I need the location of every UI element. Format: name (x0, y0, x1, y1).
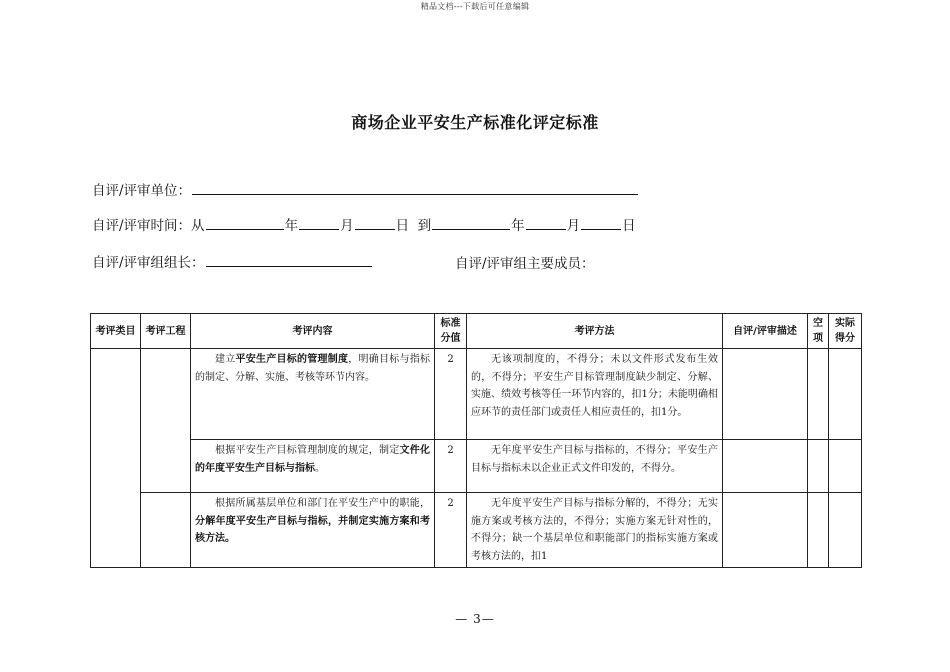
from-year-blank (206, 215, 284, 230)
blank-item-cell[interactable] (808, 349, 829, 440)
content-bold-text: 分解年度平安生产目标与指标，并制定实施方案和考核方法。 (195, 515, 430, 544)
to-day-blank (581, 215, 621, 230)
header-project: 考评工程 (141, 314, 191, 349)
actual-score-cell[interactable] (829, 493, 862, 568)
table-header-row (91, 314, 862, 349)
description-cell[interactable] (723, 440, 808, 493)
project-cell (141, 349, 191, 493)
unit-blank (192, 180, 638, 195)
method-cell: 无年度平安生产目标与指标的，不得分；平安生产目标与指标未以企业正式文件印发的，不得分。 (467, 440, 723, 493)
time-line (92, 215, 636, 235)
leader-blank (206, 252, 372, 267)
content-text: 根据平安生产目标管理制度的规定，制定 (215, 445, 400, 456)
header-category: 考评类目 (91, 314, 141, 349)
content-cell (191, 349, 435, 440)
content-text: ，明确目标与指标的制定、分解、实施、考核等环节内容。 (195, 354, 430, 383)
to-label: 到 (417, 218, 432, 234)
to-month-label: 月 (566, 218, 581, 234)
score-cell: 2 (435, 493, 467, 568)
header-description: 自评/评审描述 (723, 314, 808, 349)
content-text: 。 (315, 462, 325, 474)
page-number: — 3— (455, 612, 495, 626)
from-day-blank (355, 215, 395, 230)
header-method: 考评方法 (467, 314, 723, 349)
project-cell (141, 493, 191, 568)
to-month-blank (526, 215, 566, 230)
blank-item-cell[interactable] (808, 440, 829, 493)
score-cell: 2 (435, 440, 467, 493)
table-row (91, 440, 862, 493)
from-month-label: 月 (340, 218, 354, 234)
score-cell: 2 (435, 349, 467, 440)
header-actual-score: 实际得分 (829, 314, 862, 349)
content-bold-text: 文件化的年度平安生产目标与指标 (195, 445, 430, 474)
actual-score-cell[interactable] (829, 349, 862, 440)
page-header: 精品文档---下载后可任意编辑 (420, 2, 530, 11)
from-month-blank (299, 215, 339, 230)
description-cell[interactable] (723, 349, 808, 440)
to-year-blank (432, 215, 510, 230)
unit-label: 自评/评审单位： (92, 183, 192, 199)
content-cell (191, 440, 435, 493)
description-cell[interactable] (723, 493, 808, 568)
to-year-label: 年 (511, 218, 525, 234)
content-text: 建立 (215, 354, 236, 365)
leader-line (92, 252, 373, 272)
to-day-label: 日 (622, 218, 636, 234)
evaluation-table (90, 313, 862, 568)
method-cell: 无年度平安生产目标与指标分解的，不得分；无实施方案或考核方法的，不得分；实施方案无针对性的，不得分；缺一个基层单位和职能部门的指标实施方案或考核方法的，扣1 (467, 493, 723, 568)
content-text: 根据所属基层单位和部门在平安生产中的职能， (215, 498, 430, 509)
blank-item-cell[interactable] (808, 493, 829, 568)
document-title: 商场企业平安生产标准化评定标准 (351, 113, 599, 132)
table-row (91, 493, 862, 568)
members-label: 自评/评审组主要成员： (455, 256, 595, 272)
time-label: 自评/评审时间：从 (92, 218, 205, 234)
content-cell (191, 493, 435, 568)
from-day-label: 日 (395, 218, 410, 234)
header-score: 标准分值 (435, 314, 467, 349)
table-row (91, 349, 862, 440)
category-cell (91, 349, 141, 568)
header-content: 考评内容 (191, 314, 435, 349)
method-cell: 无该项制度的，不得分；未以文件形式发布生效的，不得分；平安生产目标管理制度缺少制定、分解、实施、绩效考核等任一环节内容的，扣1分；未能明确相应环节的责任部门或责任人相应责任的，扣1分。 (467, 349, 723, 440)
header-blank-item: 空项 (808, 314, 829, 349)
from-year-label: 年 (284, 218, 299, 234)
actual-score-cell[interactable] (829, 440, 862, 493)
content-bold-text: 平安生产目标的管理制度 (235, 354, 349, 365)
unit-line (92, 180, 639, 200)
leader-label: 自评/评审组组长： (92, 255, 205, 271)
